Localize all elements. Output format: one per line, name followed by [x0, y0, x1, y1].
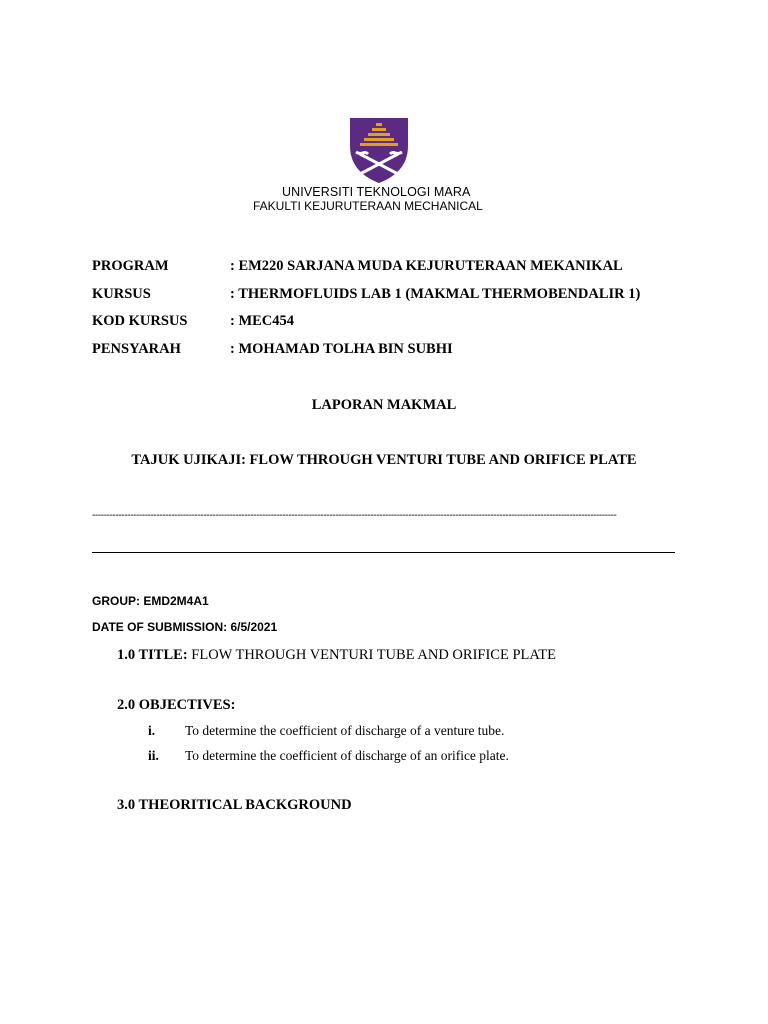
- section-title: [117, 647, 556, 664]
- uitm-crest-icon: [348, 116, 410, 184]
- info-row-program: [92, 258, 623, 275]
- solid-divider: [92, 552, 675, 553]
- report-title: LAPORAN MAKMAL: [311, 397, 457, 413]
- info-label: PENSYARAH: [92, 341, 181, 357]
- objective-number: ii.: [148, 748, 159, 763]
- dashed-divider: -----------------------------------------------------------------------------------------------------------------------------------------------------------------------------------: [92, 510, 617, 521]
- section-1-heading: 1.0 TITLE:: [117, 647, 188, 663]
- info-label: KOD KURSUS: [92, 313, 188, 329]
- section-3-heading: 3.0 THEORITICAL BACKGROUND: [117, 797, 352, 813]
- faculty-name: FAKULTI KEJURUTERAAN MECHANICAL: [253, 199, 483, 213]
- info-value: : EM220 SARJANA MUDA KEJURUTERAAN MEKANIKAL: [230, 258, 623, 274]
- info-row-kod-kursus: [92, 313, 294, 330]
- objective-text: To determine the coefficient of discharge of a venture tube.: [185, 723, 505, 738]
- info-value: : MEC454: [230, 313, 295, 329]
- info-label: PROGRAM: [92, 258, 169, 274]
- info-row-kursus: [92, 286, 640, 303]
- objective-item: [148, 723, 504, 739]
- group-line: GROUP: EMD2M4A1: [92, 594, 209, 608]
- experiment-title: TAJUK UJIKAJI: FLOW THROUGH VENTURI TUBE AND ORIFICE PLATE: [131, 452, 637, 468]
- info-value: : MOHAMAD TOLHA BIN SUBHI: [230, 341, 453, 357]
- objective-number: i.: [148, 723, 156, 738]
- section-1-text: FLOW THROUGH VENTURI TUBE AND ORIFICE PLATE: [187, 647, 556, 663]
- university-name: UNIVERSITI TEKNOLOGI MARA: [282, 185, 471, 199]
- objective-text: To determine the coefficient of discharge of an orifice plate.: [185, 748, 509, 763]
- objective-item: [148, 748, 509, 764]
- info-value: : THERMOFLUIDS LAB 1 (MAKMAL THERMOBENDALIR 1): [230, 286, 641, 302]
- info-label: KURSUS: [92, 286, 151, 302]
- section-2-heading: 2.0 OBJECTIVES:: [117, 697, 236, 713]
- submission-date-line: DATE OF SUBMISSION: 6/5/2021: [92, 620, 278, 634]
- info-row-pensyarah: [92, 341, 453, 358]
